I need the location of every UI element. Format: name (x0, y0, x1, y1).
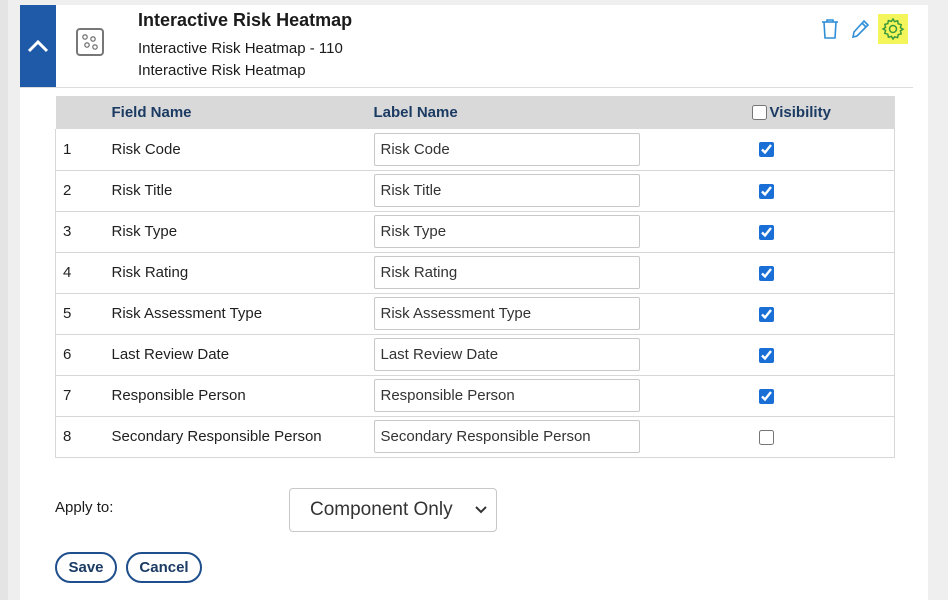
visibility-checkbox[interactable] (759, 307, 774, 322)
component-panel (20, 5, 928, 600)
field-name-cell: Secondary Responsible Person (111, 428, 322, 445)
label-name-cell (374, 375, 664, 416)
label-name-cell (374, 293, 664, 334)
label-name-input[interactable] (374, 256, 640, 289)
table-row (56, 170, 895, 211)
table-row (56, 375, 895, 416)
pencil-icon (850, 18, 870, 40)
cancel-button[interactable]: Cancel (126, 552, 202, 583)
row-number: 5 (63, 305, 72, 322)
gear-icon (881, 17, 905, 41)
apply-to-select[interactable] (289, 488, 497, 532)
field-name-cell: Risk Title (111, 182, 173, 199)
label-name-input[interactable] (374, 338, 640, 371)
label-name-input[interactable] (374, 420, 640, 453)
chevron-down-icon (474, 505, 488, 515)
label-name-cell (374, 211, 664, 252)
visibility-cell (664, 416, 895, 457)
table-row (56, 129, 895, 170)
label-name-cell (374, 416, 664, 457)
table-row (56, 334, 895, 375)
label-name-cell (374, 170, 664, 211)
label-name-input[interactable] (374, 133, 640, 166)
widget-actions (818, 14, 908, 44)
visibility-checkbox[interactable] (759, 142, 774, 157)
visibility-cell (664, 293, 895, 334)
visibility-checkbox[interactable] (759, 184, 774, 199)
trash-icon (820, 18, 840, 40)
field-name-cell: Last Review Date (111, 346, 230, 363)
field-name-cell: Risk Type (111, 223, 178, 240)
apply-to-label: Apply to: (55, 499, 114, 516)
edit-button[interactable] (848, 16, 872, 42)
row-number: 1 (63, 140, 72, 158)
settings-button[interactable] (878, 14, 908, 44)
left-edge (0, 0, 8, 600)
collapse-button[interactable] (20, 5, 56, 87)
heatmap-widget-icon (76, 28, 104, 56)
table-header-row (56, 96, 895, 129)
chevron-up-icon (26, 38, 50, 54)
visibility-cell (664, 170, 895, 211)
row-number: 4 (63, 264, 72, 281)
table-row (56, 211, 895, 252)
row-number: 7 (63, 387, 72, 404)
label-name-input[interactable] (374, 215, 640, 248)
header-field-name: Field Name (111, 104, 192, 121)
header-visibility (664, 96, 895, 129)
visibility-checkbox[interactable] (759, 266, 774, 281)
label-name-cell (374, 334, 664, 375)
visibility-cell (664, 129, 895, 170)
field-name-cell: Risk Code (111, 140, 181, 158)
visibility-cell (664, 334, 895, 375)
table-row (56, 293, 895, 334)
visibility-checkbox[interactable] (759, 389, 774, 404)
table-row (56, 416, 895, 457)
field-name-cell: Risk Assessment Type (111, 305, 263, 322)
visibility-checkbox[interactable] (759, 348, 774, 363)
widget-subtitle: Interactive Risk Heatmap - 110 (138, 40, 343, 57)
visibility-checkbox[interactable] (759, 430, 774, 445)
visibility-header-label: Visibility (769, 104, 831, 121)
label-name-input[interactable] (374, 297, 640, 330)
delete-button[interactable] (818, 16, 842, 42)
label-name-cell (374, 252, 664, 293)
visibility-cell (664, 211, 895, 252)
field-name-cell: Risk Rating (111, 264, 189, 281)
visibility-cell (664, 252, 895, 293)
label-name-input[interactable] (374, 379, 640, 412)
save-button[interactable]: Save (55, 552, 117, 583)
visibility-cell (664, 375, 895, 416)
header-label-name: Label Name (373, 104, 458, 121)
row-number: 6 (63, 346, 72, 363)
field-name-cell: Responsible Person (111, 387, 246, 404)
label-name-cell (374, 129, 664, 170)
row-number: 2 (63, 182, 72, 199)
header-number (56, 96, 112, 129)
visibility-select-all-checkbox[interactable] (752, 105, 767, 120)
table-row (56, 252, 895, 293)
widget-type: Interactive Risk Heatmap (138, 62, 306, 79)
row-number: 3 (63, 223, 72, 240)
header-divider (20, 87, 913, 88)
label-name-input[interactable] (374, 174, 640, 207)
field-settings-table (55, 96, 895, 458)
row-number: 8 (63, 428, 72, 445)
visibility-checkbox[interactable] (759, 225, 774, 240)
widget-title: Interactive Risk Heatmap (138, 10, 353, 30)
apply-to-selected-value: Component Only (310, 499, 453, 520)
